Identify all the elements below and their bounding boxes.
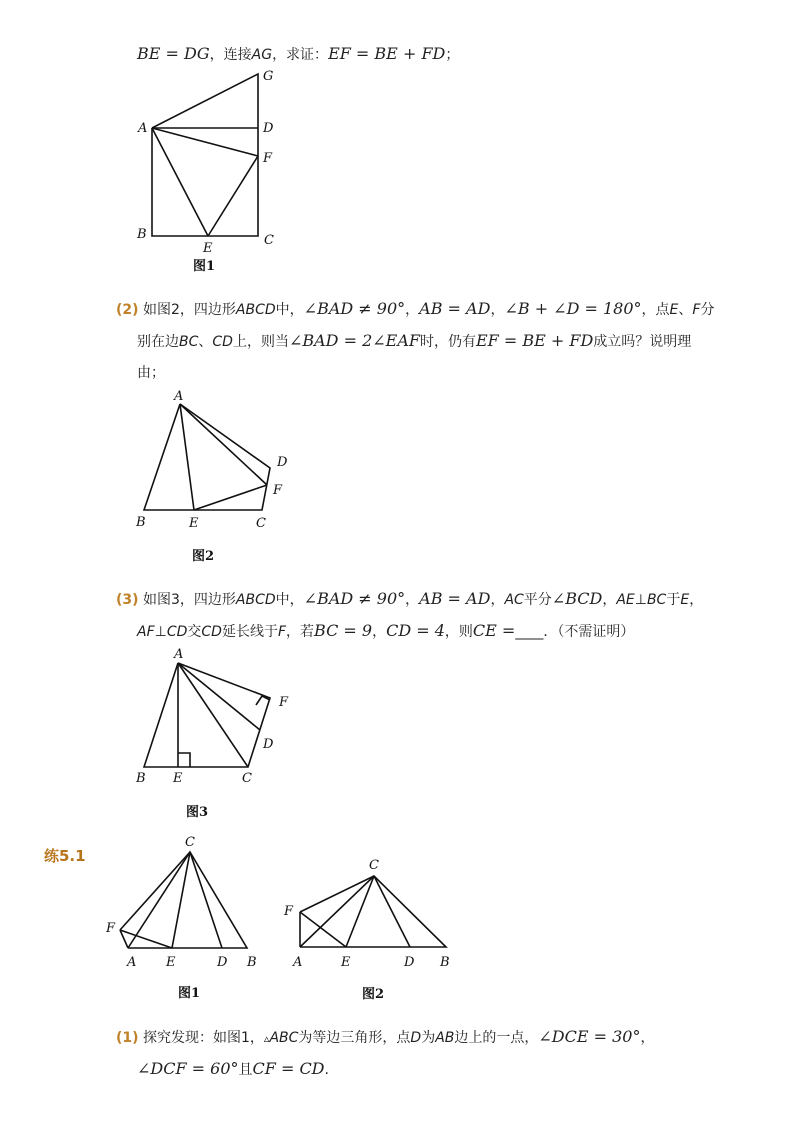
fig5-label-a: A	[293, 955, 303, 970]
figure-5-lines	[300, 876, 446, 947]
fig3-label-a: A	[174, 647, 184, 662]
fig2-label-c: C	[256, 516, 266, 531]
equation-be-dg: BE = DG	[137, 44, 210, 63]
fig2-label-a: A	[174, 389, 184, 404]
fig1-label-c: C	[264, 233, 274, 248]
fig2-label-f: F	[273, 483, 283, 498]
q4-number: (1)	[116, 1030, 139, 1046]
fig1-label-b: B	[137, 227, 147, 242]
fig3-label-c: C	[242, 771, 252, 786]
fig4-label-f: F	[106, 921, 116, 936]
fig5-caption: 图2	[362, 987, 385, 1002]
fig3-label-d: D	[263, 737, 274, 752]
q3-line-2: AF⊥CD交CD延长线于F，若BC = 9，CD = 4，则CE =____．（不需证明）	[137, 621, 635, 640]
q2-line-3: 由；	[137, 365, 165, 381]
fig4-label-a: A	[127, 955, 137, 970]
fig4-label-c: C	[185, 835, 195, 850]
q3-line-1: (3) 如图3，四边形ABCD中，∠BAD ≠ 90°，AB = AD，AC平分∠BCD，AE⊥BC于E，	[116, 589, 704, 608]
fig1-caption: 图1	[193, 259, 216, 274]
triangle-icon: ▵	[263, 1032, 270, 1045]
figure-1-lines	[152, 74, 258, 236]
fig5-label-c: C	[369, 858, 379, 873]
figure-4-lines	[120, 852, 247, 948]
figure-2-lines	[144, 404, 270, 510]
q2-number: (2)	[116, 302, 139, 318]
fig2-label-e: E	[189, 516, 199, 531]
fig3-caption: 图3	[186, 805, 209, 820]
fig3-label-f: F	[279, 695, 289, 710]
q2-line-2: 别在边BC、CD上，则当∠BAD = 2∠EAF时，仍有EF = BE + FD成立吗？说明理	[137, 331, 692, 350]
fig4-caption: 图1	[178, 986, 201, 1001]
section-title: 练5.1	[44, 847, 86, 865]
fig4-label-b: B	[247, 955, 257, 970]
q3-number: (3)	[116, 592, 139, 608]
q4-line-2: ∠DCF = 60°且CF = CD.	[137, 1059, 329, 1078]
fig5-label-e: E	[341, 955, 351, 970]
figure-3-lines	[144, 663, 270, 767]
fig5-label-d: D	[404, 955, 415, 970]
fig2-label-d: D	[277, 455, 288, 470]
fig4-label-e: E	[166, 955, 176, 970]
equation-ef: EF = BE + FD	[328, 44, 446, 63]
q4-line-1: (1) 探究发现：如图1，▵ABC为等边三角形，点D为AB边上的一点，∠DCE = 30°，	[116, 1027, 655, 1046]
fig1-label-f: F	[263, 151, 273, 166]
intro-line: BE = DG，连接AG，求证：EF = BE + FD；	[137, 44, 460, 63]
fig3-label-e: E	[173, 771, 183, 786]
answer-blank[interactable]: ____	[515, 624, 544, 640]
fig2-label-b: B	[136, 515, 146, 530]
fig1-label-a: A	[138, 121, 148, 136]
fig5-label-b: B	[440, 955, 450, 970]
fig1-label-g: G	[263, 69, 274, 84]
fig1-label-e: E	[203, 241, 213, 256]
q2-line-1: (2) 如图2，四边形ABCD中，∠BAD ≠ 90°，AB = AD，∠B + ∠D = 180°，点E、F分	[116, 299, 715, 318]
fig2-caption: 图2	[192, 549, 215, 564]
fig1-label-d: D	[263, 121, 274, 136]
fig5-label-f: F	[284, 904, 294, 919]
fig4-label-d: D	[217, 955, 228, 970]
fig3-label-b: B	[136, 771, 146, 786]
